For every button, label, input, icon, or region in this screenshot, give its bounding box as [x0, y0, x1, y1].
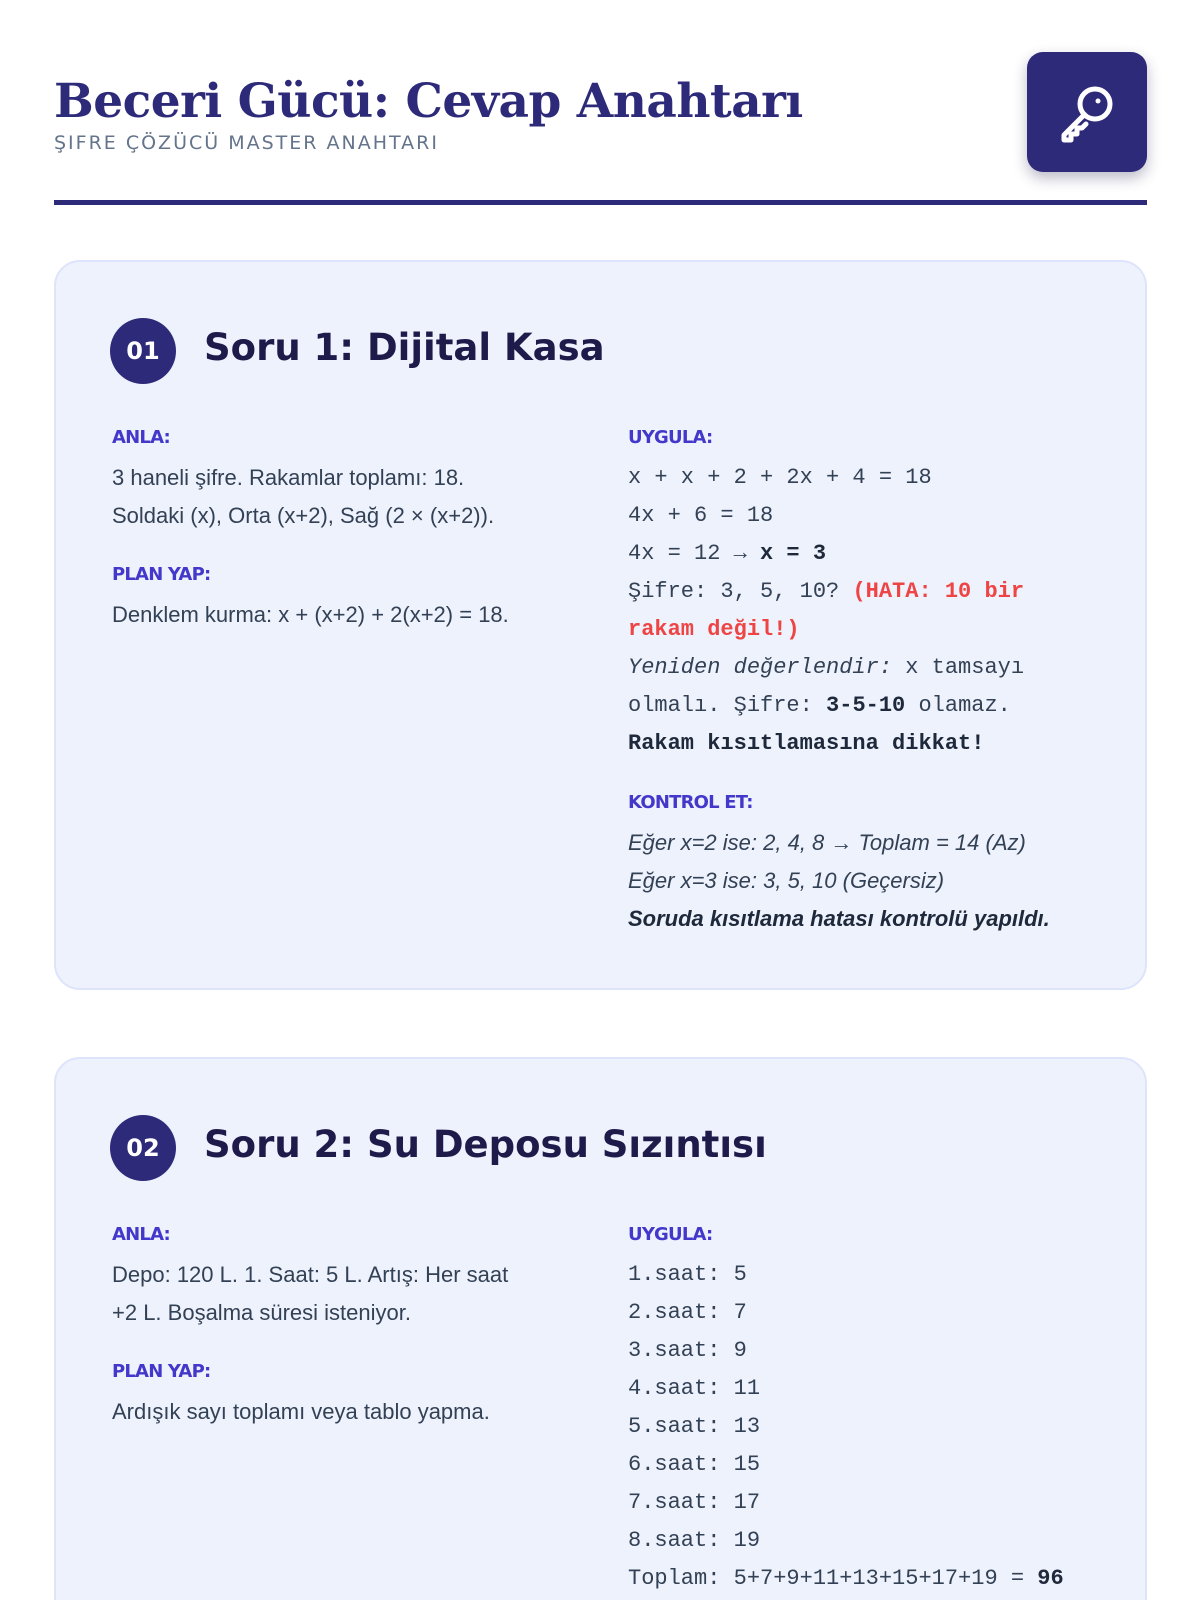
apply-line: 4x + 6 = 18: [628, 503, 774, 528]
understand-line: 3 haneli şifre. Rakamlar toplamı: 18.: [112, 465, 465, 490]
plan-text: [112, 1393, 582, 1431]
header-divider: [54, 200, 1147, 205]
understand-line: Depo: 120 L. 1. Saat: 5 L. Artış: Her saat: [112, 1262, 509, 1287]
apply-result: 96: [1037, 1566, 1064, 1591]
question-number-badge: 02: [110, 1115, 176, 1181]
apply-line: 8.saat: 19: [628, 1528, 761, 1553]
apply-line: Rakam kısıtlamasına dikkat!: [628, 731, 985, 756]
apply-line: [628, 611, 1128, 649]
apply-line: Şifre: 3, 5, 10? (HATA: 10 bir: [628, 579, 1025, 604]
question-title: Soru 2: Su Deposu Sızıntısı: [204, 1123, 767, 1166]
page-subtitle: ŞIFRE ÇÖZÜCÜ MASTER ANAHTARI: [54, 132, 439, 154]
error-note: rakam değil!): [628, 617, 800, 642]
question-right-column: [628, 1224, 1128, 1598]
apply-line: 6.saat: 15: [628, 1452, 761, 1477]
error-note: (HATA: 10 bir: [852, 579, 1025, 604]
understand-text: [112, 1256, 582, 1332]
page-header: [54, 52, 1147, 204]
plan-label: PLAN YAP:: [112, 564, 211, 585]
apply-line: 4.saat: 11: [628, 1376, 761, 1401]
apply-line: Yeniden değerlendir: x tamsayı: [628, 655, 1025, 680]
plan-label: PLAN YAP:: [112, 1361, 211, 1382]
check-conclusion: Soruda kısıtlama hatası kontrolü yapıldı.: [628, 906, 1050, 931]
check-line: Eğer x=3 ise: 3, 5, 10 (Geçersiz): [628, 868, 945, 893]
apply-line: 2.saat: 7: [628, 1300, 747, 1325]
understand-line: +2 L. Boşalma süresi isteniyor.: [112, 1300, 411, 1325]
question-title: Soru 1: Dijital Kasa: [204, 326, 605, 369]
plan-line: Ardışık sayı toplamı veya tablo yapma.: [112, 1399, 490, 1424]
understand-label: ANLA:: [112, 427, 170, 448]
apply-label: UYGULA:: [628, 427, 713, 448]
understand-label: ANLA:: [112, 1224, 170, 1245]
apply-line: x + x + 2 + 2x + 4 = 18: [628, 465, 932, 490]
apply-line: 5.saat: 13: [628, 1414, 761, 1439]
apply-line: 3.saat: 9: [628, 1338, 747, 1363]
understand-text: [112, 459, 582, 535]
apply-total: Toplam: 5+7+9+11+13+15+17+19 = 96: [628, 1566, 1064, 1591]
check-steps: [628, 824, 1128, 938]
question-left-column: [112, 427, 582, 634]
question-number-badge: 01: [110, 318, 176, 384]
plan-text: [112, 596, 582, 634]
check-line: Eğer x=2 ise: 2, 4, 8 → Toplam = 14 (Az): [628, 830, 1026, 855]
key-badge: [1027, 52, 1147, 172]
apply-line: 4x = 12 → x = 3: [628, 541, 827, 566]
apply-result: x = 3: [760, 541, 827, 566]
question-right-column: [628, 427, 1128, 938]
apply-steps: [628, 459, 1128, 763]
plan-line: Denklem kurma: x + (x+2) + 2(x+2) = 18.: [112, 602, 509, 627]
apply-line: 7.saat: 17: [628, 1490, 761, 1515]
apply-line: 1.saat: 5: [628, 1262, 747, 1287]
understand-line: Soldaki (x), Orta (x+2), Sağ (2 × (x+2)).: [112, 503, 495, 528]
apply-steps: [628, 1256, 1128, 1598]
question-card-2: [54, 1057, 1147, 1600]
check-label: KONTROL ET:: [628, 792, 753, 813]
question-card-1: [54, 260, 1147, 990]
apply-line: olmalı. Şifre: 3-5-10 olamaz.: [628, 693, 1011, 718]
key-icon: [1055, 80, 1119, 144]
apply-label: UYGULA:: [628, 1224, 713, 1245]
question-left-column: [112, 1224, 582, 1431]
page-title: Beceri Gücü: Cevap Anahtarı: [54, 74, 803, 129]
